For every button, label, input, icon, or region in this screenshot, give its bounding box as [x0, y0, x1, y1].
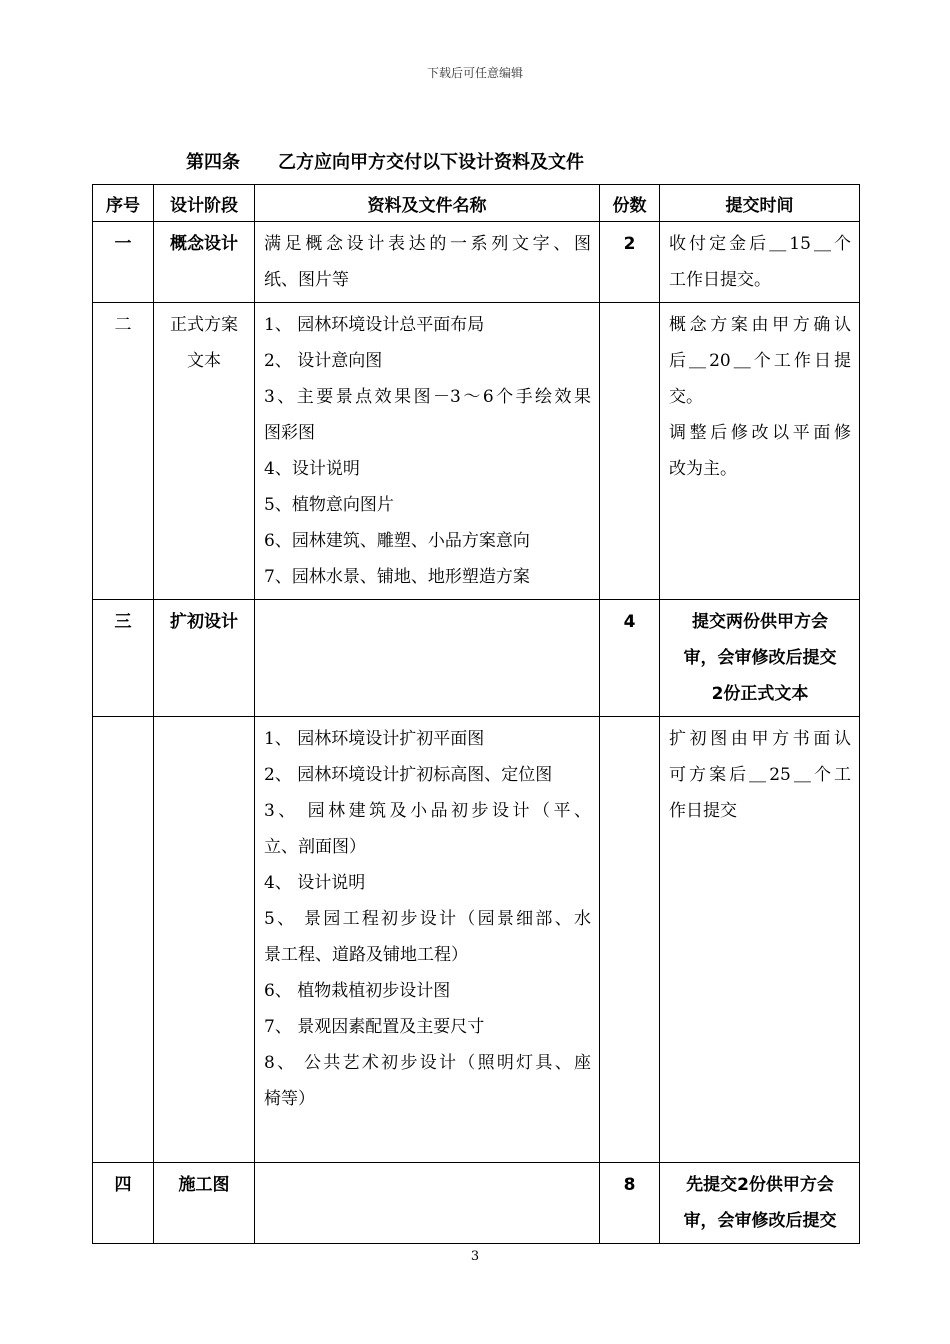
row-time-line: 交。 — [669, 387, 703, 407]
row-item: 6、 植物栽植初步设计图 — [264, 981, 451, 1001]
row-count: 2 — [623, 234, 636, 254]
row-seq: 二 — [114, 315, 132, 335]
row-item: 3、主要景点效果图－3～6个手绘效果 — [264, 387, 591, 407]
row-item: 1、 园林环境设计扩初平面图 — [264, 729, 485, 749]
header-stage: 设计阶段 — [154, 185, 255, 222]
row-item: 4、 设计说明 — [264, 873, 366, 893]
header-note: 下载后可任意编辑 — [426, 66, 523, 80]
row-seq: 一 — [114, 234, 132, 254]
page-number: 3 — [470, 1249, 480, 1264]
header-count: 份数 — [600, 185, 660, 222]
row-item: 8、 公共艺术初步设计（照明灯具、座 — [264, 1053, 591, 1073]
table-header-row — [93, 185, 860, 222]
row-item: 5、 景园工程初步设计（园景细部、水 — [264, 909, 591, 929]
row-time-line: 改为主。 — [669, 459, 737, 479]
row-item: 景工程、道路及铺地工程） — [264, 945, 468, 965]
deliverables-table — [92, 184, 860, 1244]
row-count: 4 — [623, 612, 636, 632]
article-heading: 乙方应向甲方交付以下设计资料及文件 — [278, 152, 584, 173]
row-time-line: 提交两份供甲方会 — [692, 612, 828, 632]
row-time-line: 先提交2份供甲方会 — [686, 1175, 834, 1195]
row-time-line: 概念方案由甲方确认 — [669, 315, 851, 335]
row-item: 7、园林水景、铺地、地形塑造方案 — [264, 567, 530, 587]
table-row — [93, 222, 860, 303]
row-item: 图彩图 — [264, 423, 315, 443]
row-item: 1、 园林环境设计总平面布局 — [264, 315, 485, 335]
row-item: 2、 园林环境设计扩初标高图、定位图 — [264, 765, 553, 785]
table-row — [93, 1163, 860, 1244]
table-row — [93, 717, 860, 1163]
row-seq: 四 — [114, 1175, 132, 1195]
row-time-line: 扩初图由甲方书面认 — [669, 729, 851, 749]
row-item: 2、 设计意向图 — [264, 351, 383, 371]
row-seq: 三 — [114, 612, 132, 632]
row-item: 3、 园林建筑及小品初步设计（平、 — [264, 801, 591, 821]
row-item: 7、 景观因素配置及主要尺寸 — [264, 1017, 485, 1037]
row-time-line: 作日提交 — [669, 801, 737, 821]
row-item: 纸、图片等 — [264, 270, 349, 290]
row-item: 5、植物意向图片 — [264, 495, 394, 515]
article-number: 第四条 — [186, 152, 240, 173]
article-title — [186, 148, 584, 174]
row-stage: 扩初设计 — [170, 612, 238, 632]
table-row — [93, 600, 860, 717]
row-stage: 概念设计 — [170, 234, 238, 254]
row-time-line: 后＿20＿个工作日提 — [669, 351, 851, 371]
row-time-line: 调整后修改以平面修 — [669, 423, 851, 443]
header-documents: 资料及文件名称 — [255, 185, 600, 222]
row-time-line: 工作日提交。 — [669, 270, 771, 290]
row-time-line: 收付定金后＿15＿个 — [669, 234, 851, 254]
row-item: 椅等） — [264, 1089, 315, 1109]
row-stage: 文本 — [187, 351, 221, 371]
row-stage: 正式方案 — [170, 315, 238, 335]
row-item: 4、设计说明 — [264, 459, 360, 479]
row-item: 6、园林建筑、雕塑、小品方案意向 — [264, 531, 530, 551]
table-row — [93, 303, 860, 600]
row-count: 8 — [623, 1175, 636, 1195]
row-time-line: 2份正式文本 — [711, 684, 809, 704]
row-time-line: 审，会审修改后提交 — [683, 1211, 837, 1231]
row-time-line: 审，会审修改后提交 — [683, 648, 837, 668]
row-stage: 施工图 — [178, 1175, 230, 1195]
header-seq: 序号 — [93, 185, 154, 222]
header-submit-time: 提交时间 — [660, 185, 860, 222]
row-time-line: 可方案后＿25＿个工 — [669, 765, 851, 785]
row-item: 立、剖面图） — [264, 837, 366, 857]
row-item: 满足概念设计表达的一系列文字、图 — [264, 234, 591, 254]
